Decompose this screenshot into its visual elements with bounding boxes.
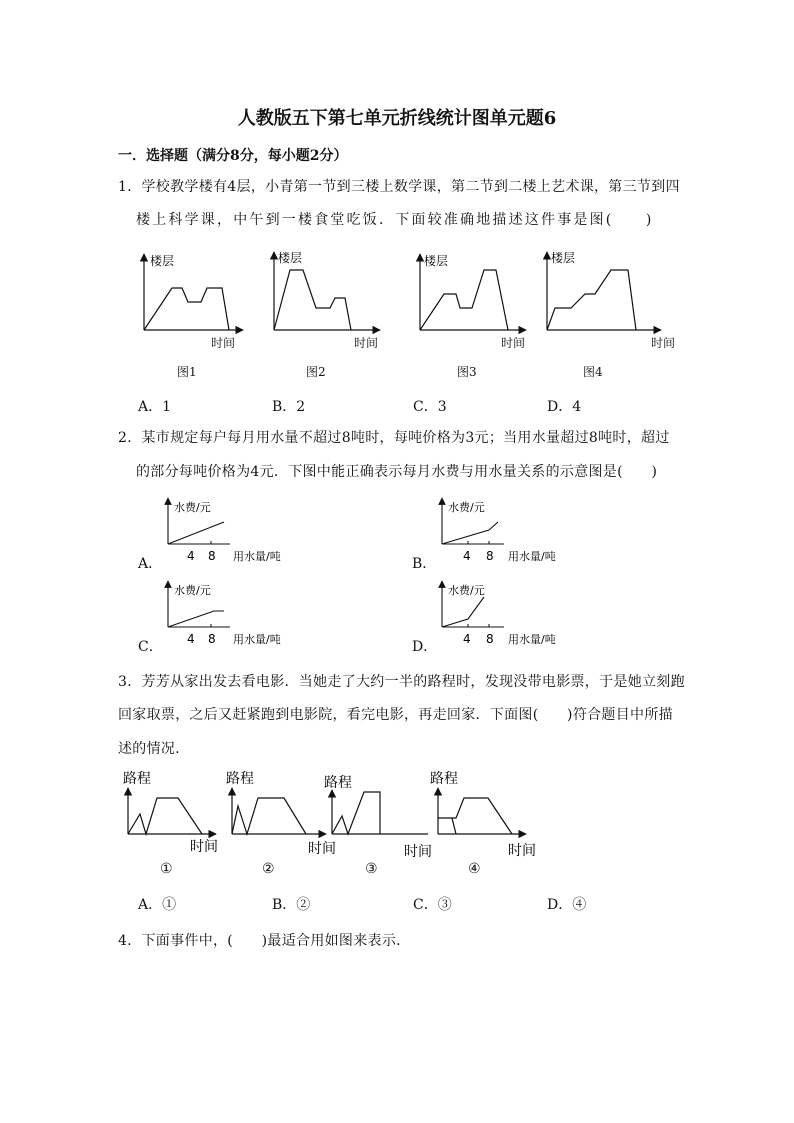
q2-b-tick8: 8	[486, 549, 494, 563]
q3-g4-xlabel: 时间	[508, 843, 536, 859]
q3-caption-1: ①	[160, 861, 173, 877]
q3-g2-ylabel: 路程	[226, 771, 254, 787]
q1-g1-ylabel: 楼层	[150, 254, 175, 268]
section-heading: 一．选择题（满分8分，每小题2分）	[118, 148, 348, 164]
q3-g1-ylabel: 路程	[123, 771, 151, 787]
q3-g1-xlabel: 时间	[190, 839, 218, 855]
q3-caption-3: ③	[365, 861, 378, 877]
q1-caption-1: 图1	[177, 365, 197, 379]
q1-g2-xlabel: 时间	[354, 336, 379, 350]
q2-b-ylabel: 水费/元	[448, 501, 485, 514]
q3-line1: 3．芳芳从家出发去看电影．当她走了大约一半的路程时，发现没带电影票，于是她立刻跑	[118, 674, 685, 690]
q1-graph-2	[258, 248, 388, 348]
q2-line2: 的部分每吨价格为4元．下图中能正确表示每月水费与用水量关系的示意图是( )	[136, 464, 658, 480]
q3-option-d[interactable]: D．④	[547, 897, 587, 913]
q1-g1-xlabel: 时间	[211, 336, 236, 350]
q1-option-d[interactable]: D．4	[547, 399, 582, 415]
q2-c-ylabel: 水费/元	[174, 584, 211, 597]
q2-graph-d	[434, 577, 564, 647]
q2-line1: 2．某市规定每户每月用水量不超过8吨时，每吨价格为3元；当用水量超过8吨时，超过	[118, 430, 670, 446]
q3-caption-4: ④	[468, 861, 481, 877]
q2-option-a[interactable]: A．	[138, 556, 163, 572]
q3-graph-1	[120, 770, 230, 860]
q2-graph-c	[160, 577, 290, 647]
q1-option-b[interactable]: B．2	[272, 399, 306, 415]
q1-g3-xlabel: 时间	[501, 336, 526, 350]
q1-option-c[interactable]: C．3	[413, 399, 447, 415]
q2-d-xlabel: 用水量/吨	[508, 633, 556, 646]
q2-a-ylabel: 水费/元	[174, 501, 211, 514]
q2-b-tick4: 4	[463, 549, 471, 563]
q4-line1: 4．下面事件中，( )最适合用如图来表示．	[118, 933, 411, 949]
q2-a-xlabel: 用水量/吨	[233, 550, 281, 563]
q2-graph-a	[160, 494, 290, 564]
q3-graph-2	[222, 770, 336, 860]
q3-line3: 述的情况．	[118, 741, 190, 757]
q1-line1: 1．学校教学楼有4层，小青第一节到三楼上数学课，第二节到二楼上艺术课，第三节到四	[118, 179, 680, 195]
q3-option-c[interactable]: C．③	[413, 897, 452, 913]
q2-c-tick8: 8	[208, 632, 216, 646]
q3-graph-4	[428, 770, 548, 860]
q1-caption-4: 图4	[583, 365, 603, 379]
q3-g4-ylabel: 路程	[430, 771, 458, 787]
q2-graph-b	[434, 494, 564, 564]
q1-caption-2: 图2	[306, 365, 326, 379]
q1-caption-3: 图3	[457, 365, 477, 379]
q1-g3-ylabel: 楼层	[424, 254, 449, 268]
q2-d-tick4: 4	[463, 632, 471, 646]
q1-g4-ylabel: 楼层	[551, 251, 576, 265]
q3-line2: 回家取票，之后又赶紧跑到电影院，看完电影，再走回家．下面图( )符合题目中所描	[118, 707, 673, 723]
q3-g2-xlabel: 时间	[308, 841, 336, 857]
q2-d-ylabel: 水费/元	[448, 584, 485, 597]
q2-c-tick4: 4	[187, 632, 195, 646]
q1-option-a[interactable]: A．1	[138, 399, 172, 415]
q1-graph-4	[531, 248, 671, 348]
q2-d-tick8: 8	[486, 632, 494, 646]
q3-caption-2: ②	[262, 861, 275, 877]
q3-g3-ylabel: 路程	[324, 775, 352, 791]
q2-b-xlabel: 用水量/吨	[508, 550, 556, 563]
q3-graph-3	[322, 772, 442, 862]
q2-option-b[interactable]: B．	[412, 556, 437, 572]
q2-option-d[interactable]: D．	[412, 639, 438, 655]
q2-option-c[interactable]: C．	[138, 639, 163, 655]
q3-option-a[interactable]: A．①	[138, 897, 177, 913]
q3-option-b[interactable]: B．②	[272, 897, 311, 913]
page-title: 人教版五下第七单元折线统计图单元题6	[237, 108, 557, 129]
q2-c-xlabel: 用水量/吨	[233, 633, 281, 646]
q1-line2: 楼上科学课，中午到一楼食堂吃饭．下面较准确地描述这件事是图( )	[136, 212, 654, 228]
q2-a-tick4: 4	[187, 549, 195, 563]
q1-g4-xlabel: 时间	[651, 336, 676, 350]
q1-g2-ylabel: 楼层	[278, 251, 303, 265]
q2-a-tick8: 8	[208, 549, 216, 563]
q3-g3-xlabel: 时间	[404, 844, 432, 860]
